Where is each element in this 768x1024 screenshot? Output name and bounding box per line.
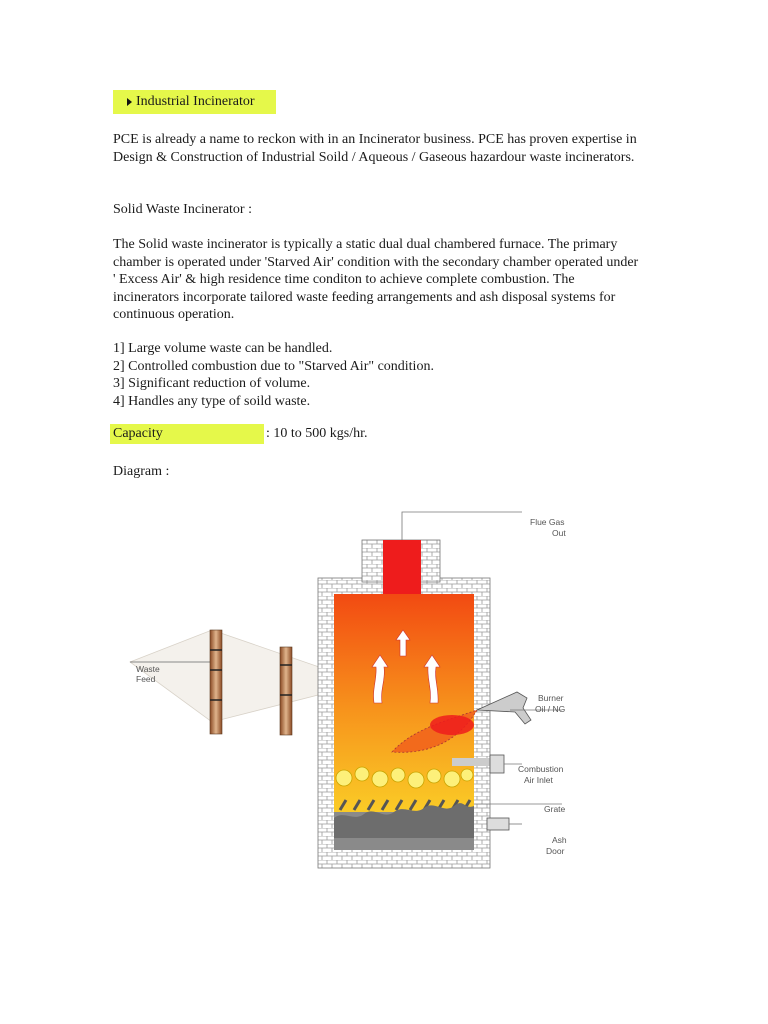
flue-gas-label-2: Out: [552, 528, 566, 538]
feed-post-right: [280, 647, 292, 735]
incinerator-diagram: [122, 500, 572, 875]
burner-label-2: Oil / NG: [535, 704, 566, 714]
list-item: 1] Large volume waste can be handled.: [113, 341, 333, 356]
grate-label: Grate: [544, 804, 566, 814]
waste-feed-label-1: Waste: [136, 664, 160, 674]
flue-duct: [383, 540, 421, 598]
diagram-title: Diagram :: [113, 464, 170, 479]
waste-feed-label-2: Feed: [136, 674, 156, 684]
intro-paragraph: PCE is already a name to reckon with in an Incinerator business. PCE has proven expertise in Design & Construction of Industrial Soild / Aqueous / Gaseous hazardour waste incinerators.: [113, 132, 637, 165]
air-inlet: [490, 755, 504, 773]
list-item: 2] Controlled combustion due to "Starved Air" condition.: [113, 358, 434, 374]
ash-door-label-1: Ash: [552, 835, 567, 845]
triangle-right-icon: [127, 98, 132, 106]
capacity-value: : 10 to 500 kgs/hr.: [266, 426, 368, 441]
feed-post-left: [210, 630, 222, 734]
air-inlet-label-1: Combustion: [518, 764, 564, 774]
list-item: 4] Handles any type of soild waste.: [113, 393, 311, 409]
section-header-label: Industrial Incinerator: [136, 94, 255, 109]
capacity-label: Capacity: [110, 424, 264, 444]
description-paragraph: The Solid waste incinerator is typically a static dual dual chambered furnace. The primary chamber is operated under 'Starved Air' condition with the secondary chamber operated under ' Excess Air' & high residence time conditon to achieve complete combustion. The incinerators incorporate tailored waste feeding arrangements and ash disposal systems for continuous operation.: [113, 237, 639, 322]
section-title: Solid Waste Incinerator :: [113, 202, 252, 217]
burner-label-1: Burner: [538, 693, 564, 703]
ash-door-label-2: Door: [546, 846, 565, 856]
air-inlet-label-2: Air Inlet: [524, 775, 553, 785]
flue-gas-label-1: Flue Gas: [530, 517, 565, 527]
ash-door: [487, 818, 509, 830]
feature-list: [113, 340, 434, 410]
section-header-industrial-incinerator[interactable]: [113, 90, 276, 114]
waste-feed-chute: [130, 630, 322, 722]
list-item: 3] Significant reduction of volume.: [113, 376, 311, 391]
